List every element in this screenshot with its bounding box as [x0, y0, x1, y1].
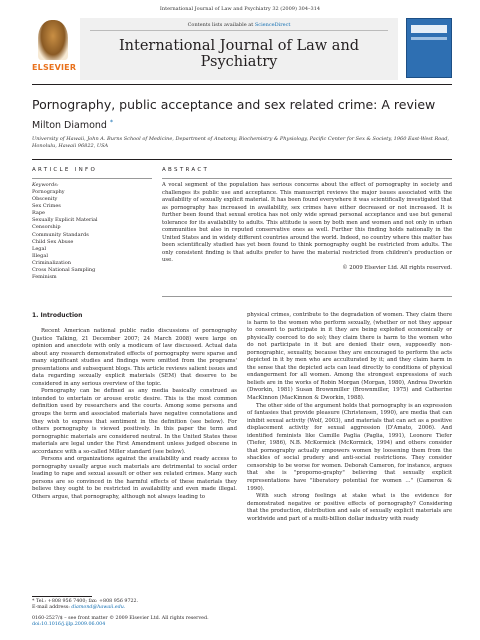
author-footnote-mark[interactable]: * [109, 119, 113, 126]
publisher-logo [32, 20, 77, 76]
journal-title: International Journal of Law and Psychiatry [118, 38, 360, 70]
keyword: Child Sex Abuse [32, 238, 74, 245]
keyword: Sexually Explicit Material [32, 217, 98, 224]
issn-block [32, 616, 332, 629]
keyword: Rape [32, 210, 46, 217]
author-affiliation: University of Hawaii, John A. Burns School of Medicine, Department of Anatomy, Biochemistry & Physiology, Pacific Center for Sex & Society, 1960 East-West Road, Honolulu, Hawaii 96822, USA [32, 136, 449, 149]
front-matter-line: 0160-2527/$ – see front matter © 2009 Elsevier Ltd. All rights reserved. [32, 616, 209, 621]
journal-cover-thumbnail [406, 18, 452, 78]
tree-logo-icon [38, 20, 68, 60]
contents-line [80, 22, 398, 28]
keywords-label: Keywords: [32, 182, 59, 188]
footnote-rule [32, 596, 92, 597]
contents-prefix: Contents lists available at [187, 22, 255, 28]
divider [90, 30, 388, 31]
footnote-contact: Tel.: +808 956 7400; fax: +808 956 9722. [35, 599, 139, 604]
keyword: Obscenity [32, 196, 58, 203]
divider [162, 296, 452, 297]
keyword: Community Standards [32, 231, 89, 238]
abstract-label: ABSTRACT [162, 167, 210, 173]
divider [32, 159, 452, 160]
body-paragraph: With such strong feelings at stake what is the evidence for demonstrated negative or positive effects of pornography? Considering that the production, distribution and sale of sexually explicit materials are worldwide and part of a multi-billion dollar industry with ready [247, 493, 452, 522]
keyword: Cross National Sampling [32, 267, 96, 274]
divider [32, 178, 152, 179]
author-line [32, 119, 113, 131]
abstract-text: A vocal segment of the population has serious concerns about the effect of pornography in society and challenges its public use and acceptance. This manuscript reviews the major issues associated with the availability of sexually explicit material. It has been found everywhere it was scientifically investigated that as pornography has increased in availability, sex crimes have either decreased or not increased. It is further been found that sexual erotica has not only wide spread personal acceptance and use but general tolerance for its availability to adults. This attitude is seen by both men and women and not only in urban communities but also in reputed conservative ones as well. Further this finding holds nationally in the United States and in widely different countries around the world. Indeed, no country where this matter has been scientifically studied has yet been found to think pornography ought be restricted from adults. The only consistent finding is that adults prefer to have the material restricted from children's production or use. [162, 182, 452, 263]
abstract [162, 167, 452, 272]
running-head: International Journal of Law and Psychiatry 32 (2009) 304–314 [159, 6, 321, 12]
keyword: Pornography [32, 189, 65, 195]
email-link[interactable]: diamond@hawaii.edu. [71, 605, 126, 611]
sciencedirect-link[interactable]: ScienceDirect [254, 22, 291, 28]
keyword: Feminism [32, 274, 57, 281]
keyword: Illegal [32, 252, 48, 259]
article-info-label: ARTICLE INFO [32, 167, 98, 173]
body-column-left [32, 312, 237, 502]
body-paragraph: The other side of the argument holds that pornography is an expression of fantasies that provide pleasure (Christensen, 1990), are media that can inhibit sexual activity (Wolf, 2003), and materials that can act as a positive displacement activity for sexual aggression (D'Amato, 2006). And identified feminists like Camille Paglia (Paglia, 1991), Leonore Tiefer (Tiefer, 1986), N.B. McKormick (McKormick, 1994) and others consider that pornography actually empowers women by loosening them from the shackles of social prudery and anti-social restrictions. They consider censorship to be worse for women. Deborah Cameron, for instance, argues that she is "proporno-graphy" believing that sexually explicit representations have "liberatory potential for women ..." (Cameron & 1990). [247, 402, 452, 492]
body-column-right [247, 312, 452, 523]
author-name: Milton Diamond [32, 120, 107, 132]
header-rule [32, 84, 452, 85]
keyword: Legal [32, 245, 47, 252]
doi-link[interactable]: doi:10.1016/j.ijlp.2009.06.004 [32, 622, 106, 628]
keyword: Censorship [32, 224, 61, 231]
article-title: Pornography, public acceptance and sex related crime: A review [32, 97, 436, 112]
keyword: Criminalization [32, 259, 72, 266]
divider [162, 178, 452, 179]
body-paragraph: Recent American national public radio discussions of pornography (Justice Talking, 21 December 2007; 24 March 2008) were large on opinion and anecdote with only a modicum of law discussed. Actual data about any research demonstrated effects of pornography were sparse and many significant studies and findings were omitted from the programs' presentations and subsequent blogs. This article reviews salient issues and data regarding sexually explicit materials (SEM) that deserve to be considered in any serious overview of the topic. [32, 328, 237, 387]
copyright-notice: © 2009 Elsevier Ltd. All rights reserved. [342, 264, 452, 271]
keyword-list [32, 189, 152, 281]
section-heading: 1. Introduction [32, 312, 83, 319]
keyword: Sex Crimes [32, 203, 61, 210]
body-paragraph: physical crimes, contribute to the degradation of women. They claim there is harm to the women who perform sexually, (whether or not they appear to consent to participate in it they are being exploited economically or physically coerced to do so); they claim there is harm to the women who do not participate in it but are denied their own, supposedly non-pornographic, sexuality, because they are encouraged to perform the acts depicted in it by men who are acculturated by it; and they claim harm in the sense that the depicted acts can lead directly to conditions of physical endangerment for all women. Among the strongest expressions of such beliefs are in the works of Robin Morgan (Morgan, 1980), Andrea Dworkin (Dworkin, 1981) Susan Brownmiller (Brownmiller, 1975) and Catherine MacKinnon (MacKinnon & Dworkin, 1988). [247, 312, 452, 402]
email-label: E-mail address: [32, 605, 72, 611]
author-footnote [32, 599, 237, 612]
footnote-mark: * [32, 599, 35, 604]
body-paragraph: Pornography can be defined as any media basically construed as intended to entertain or arouse erotic desire. This is the most common definition used by researchers and the courts. Among some persons and groups the term and associated materials have negative connotations and they wish to express that sentiment in the definition (see below). For others pornography is viewed positively. In this paper the term and pornographic materials are considered neutral. In the United States these materials are legal under the First Amendment unless judged obscene in accordance with a so-called Miller standard (see below). [32, 388, 237, 455]
masthead-banner [80, 18, 398, 80]
journal-masthead [32, 16, 452, 80]
article-info [32, 167, 152, 281]
body-paragraph: Persons and organizations against the availability and ready access to pornography usually argue such materials are detrimental to social order leading to rape and sexual assault or other sex related crimes. Many such persons are so convinced in the harmful effects of these materials they believe they ought to be restricted in availability and even made illegal. Others argue, that pornography, although not always leading to [32, 456, 237, 501]
publisher-name: ELSEVIER [32, 63, 77, 72]
